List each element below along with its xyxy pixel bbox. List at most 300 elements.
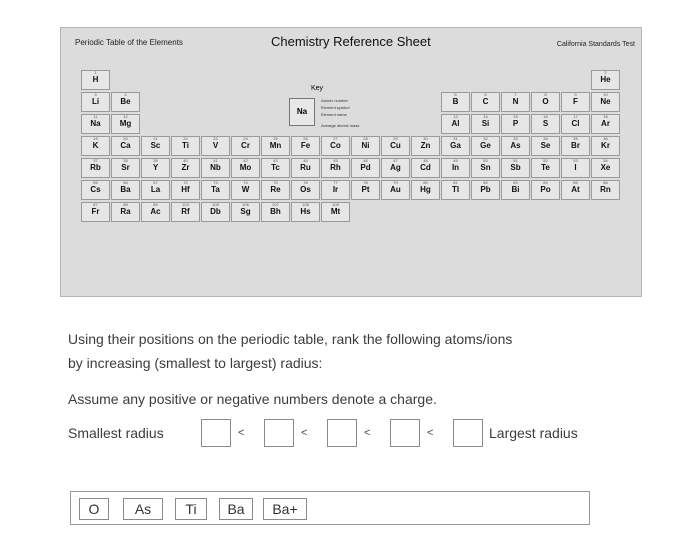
element-symbol: Hf <box>181 185 190 194</box>
element-number: 104 <box>182 202 189 207</box>
element-symbol: Co <box>330 141 341 150</box>
element-cell <box>411 136 440 156</box>
element-name-smudge <box>82 217 109 220</box>
element-cell <box>141 180 170 200</box>
element-cell <box>561 92 590 112</box>
element-name-smudge <box>112 195 139 198</box>
element-name-smudge <box>352 173 379 176</box>
element-cell <box>441 136 470 156</box>
element-number: 16 <box>543 114 548 119</box>
element-number: 25 <box>273 136 278 141</box>
element-name-smudge <box>562 129 589 132</box>
element-symbol: Ac <box>150 207 161 216</box>
element-name-smudge <box>202 173 229 176</box>
element-number: 34 <box>543 136 548 141</box>
element-cell <box>591 70 620 90</box>
element-symbol: Rf <box>181 207 190 216</box>
less-than-4: < <box>427 427 434 439</box>
key-label-atomic-number: Atomic number <box>321 98 348 103</box>
element-cell <box>81 114 110 134</box>
element-symbol: Fe <box>300 141 311 150</box>
element-name-smudge <box>562 195 589 198</box>
element-symbol: Xe <box>600 163 611 172</box>
element-symbol: Tc <box>271 163 280 172</box>
element-symbol: Fr <box>91 207 100 216</box>
element-number: 105 <box>212 202 219 207</box>
option-o[interactable]: O <box>79 498 109 520</box>
element-symbol: Tl <box>451 185 460 194</box>
element-symbol: Mg <box>119 119 132 128</box>
sheet-center-title: Chemistry Reference Sheet <box>271 34 431 49</box>
element-symbol: Sr <box>121 163 130 172</box>
element-symbol: Hg <box>420 185 431 194</box>
element-symbol: Cr <box>241 141 250 150</box>
element-cell <box>291 180 320 200</box>
element-symbol: Ni <box>361 141 370 150</box>
element-cell <box>231 158 260 178</box>
element-symbol: Ge <box>480 141 491 150</box>
element-number: 73 <box>213 180 218 185</box>
less-than-3: < <box>364 427 371 439</box>
element-name-smudge <box>172 217 199 220</box>
key-symbol: Na <box>296 107 308 116</box>
element-number: 38 <box>123 158 128 163</box>
element-symbol: Sg <box>240 207 251 216</box>
element-cell <box>111 92 140 112</box>
element-cell <box>531 136 560 156</box>
element-number: 52 <box>543 158 548 163</box>
element-name-smudge <box>262 217 289 220</box>
element-name-smudge <box>112 151 139 154</box>
element-cell <box>351 180 380 200</box>
element-cell <box>141 136 170 156</box>
element-cell <box>561 180 590 200</box>
element-name-smudge <box>112 173 139 176</box>
element-name-smudge <box>532 151 559 154</box>
element-symbol: Rb <box>90 163 101 172</box>
element-symbol: Cs <box>90 185 101 194</box>
element-symbol: Cu <box>390 141 401 150</box>
element-cell <box>201 158 230 178</box>
element-name-smudge <box>562 151 589 154</box>
element-symbol: Ag <box>390 163 401 172</box>
key-label-symbol: Element symbol <box>321 105 350 110</box>
element-number: 33 <box>513 136 518 141</box>
rank-slot-1[interactable] <box>201 419 231 447</box>
element-cell <box>501 136 530 156</box>
option-ba[interactable]: Ba <box>219 498 253 520</box>
element-name-smudge <box>412 151 439 154</box>
element-cell <box>561 136 590 156</box>
element-cell <box>441 114 470 134</box>
element-cell <box>321 136 350 156</box>
element-symbol: Bh <box>270 207 281 216</box>
element-cell <box>321 180 350 200</box>
element-symbol: O <box>542 97 549 106</box>
element-symbol: Sc <box>150 141 161 150</box>
element-symbol: V <box>212 141 219 150</box>
element-number: 14 <box>483 114 488 119</box>
element-symbol: Ar <box>601 119 610 128</box>
element-cell <box>81 158 110 178</box>
element-number: 18 <box>603 114 608 119</box>
element-name-smudge <box>322 151 349 154</box>
element-number: 1 <box>94 70 97 75</box>
element-name-smudge <box>382 195 409 198</box>
element-cell <box>471 114 500 134</box>
element-symbol: K <box>92 141 99 150</box>
element-number: 30 <box>423 136 428 141</box>
element-cell <box>81 92 110 112</box>
element-cell <box>531 158 560 178</box>
element-symbol: Ir <box>332 185 339 194</box>
element-symbol: I <box>574 163 577 172</box>
element-name-smudge <box>82 129 109 132</box>
element-name-smudge <box>502 151 529 154</box>
element-cell <box>501 180 530 200</box>
element-number: 84 <box>543 180 548 185</box>
element-number: 57 <box>153 180 158 185</box>
element-cell <box>111 180 140 200</box>
element-symbol: Ra <box>120 207 131 216</box>
element-number: 24 <box>243 136 248 141</box>
question-line-3: Assume any positive or negative numbers denote a charge. <box>68 391 437 407</box>
element-number: 75 <box>273 180 278 185</box>
element-name-smudge <box>112 107 139 110</box>
element-cell <box>501 92 530 112</box>
element-symbol: Ta <box>211 185 220 194</box>
element-cell <box>261 180 290 200</box>
element-symbol: Pd <box>360 163 371 172</box>
element-cell <box>591 92 620 112</box>
element-cell <box>81 180 110 200</box>
element-number: 20 <box>123 136 128 141</box>
element-number: 81 <box>453 180 458 185</box>
element-number: 3 <box>94 92 97 97</box>
element-symbol: C <box>482 97 489 106</box>
element-cell <box>591 158 620 178</box>
element-symbol: Ba <box>120 185 131 194</box>
largest-radius-label: Largest radius <box>489 425 578 441</box>
element-name-smudge <box>142 217 169 220</box>
element-cell <box>591 114 620 134</box>
element-name-smudge <box>352 151 379 154</box>
element-symbol: As <box>510 141 521 150</box>
element-name-smudge <box>82 173 109 176</box>
element-number: 89 <box>153 202 158 207</box>
element-cell <box>291 158 320 178</box>
element-cell <box>441 158 470 178</box>
sheet-right-title: California Standards Test <box>556 41 635 48</box>
element-symbol: Bi <box>511 185 520 194</box>
element-cell <box>81 136 110 156</box>
element-symbol: Po <box>540 185 551 194</box>
element-symbol: Te <box>541 163 550 172</box>
element-cell <box>411 158 440 178</box>
element-number: 7 <box>514 92 517 97</box>
element-name-smudge <box>292 195 319 198</box>
element-number: 51 <box>513 158 518 163</box>
element-cell <box>261 158 290 178</box>
element-name-smudge <box>502 129 529 132</box>
element-name-smudge <box>442 107 469 110</box>
element-number: 6 <box>484 92 487 97</box>
element-name-smudge <box>232 195 259 198</box>
element-name-smudge <box>382 173 409 176</box>
element-name-smudge <box>412 195 439 198</box>
less-than-1: < <box>238 427 245 439</box>
element-cell <box>351 158 380 178</box>
element-number: 77 <box>333 180 338 185</box>
element-name-smudge <box>592 129 619 132</box>
element-number: 39 <box>153 158 158 163</box>
element-name-smudge <box>292 217 319 220</box>
element-number: 37 <box>93 158 98 163</box>
element-number: 35 <box>573 136 578 141</box>
element-cell <box>441 180 470 200</box>
element-name-smudge <box>472 129 499 132</box>
element-number: 44 <box>303 158 308 163</box>
element-cell <box>171 180 200 200</box>
element-number: 43 <box>273 158 278 163</box>
element-cell <box>381 136 410 156</box>
element-name-smudge <box>232 151 259 154</box>
element-cell <box>471 158 500 178</box>
element-number: 54 <box>603 158 608 163</box>
element-cell <box>321 158 350 178</box>
element-cell <box>411 180 440 200</box>
element-symbol: Nb <box>210 163 221 172</box>
element-number: 36 <box>603 136 608 141</box>
element-number: 22 <box>183 136 188 141</box>
element-symbol: N <box>512 97 519 106</box>
element-name-smudge <box>502 107 529 110</box>
element-number: 87 <box>93 202 98 207</box>
element-symbol: In <box>451 163 460 172</box>
option-ba-plus[interactable]: Ba+ <box>263 498 307 520</box>
element-number: 80 <box>423 180 428 185</box>
element-number: 48 <box>423 158 428 163</box>
sheet-left-title: Periodic Table of the Elements <box>75 38 183 47</box>
element-name-smudge <box>292 173 319 176</box>
element-name-smudge <box>142 151 169 154</box>
element-cell <box>261 202 290 222</box>
element-cell <box>111 158 140 178</box>
element-name-smudge <box>262 151 289 154</box>
reference-sheet-image <box>60 27 642 297</box>
element-number: 108 <box>302 202 309 207</box>
element-cell <box>81 202 110 222</box>
rank-slot-2[interactable] <box>264 419 294 447</box>
rank-slot-4[interactable] <box>390 419 420 447</box>
rank-slot-3[interactable] <box>327 419 357 447</box>
element-symbol: Zr <box>181 163 190 172</box>
element-symbol: Al <box>451 119 460 128</box>
element-symbol: Na <box>90 119 101 128</box>
element-cell <box>471 180 500 200</box>
element-symbol: La <box>150 185 161 194</box>
element-symbol: At <box>571 185 580 194</box>
element-cell <box>81 70 110 90</box>
element-number: 9 <box>574 92 577 97</box>
element-number: 15 <box>513 114 518 119</box>
key-label-mass: Average atomic mass <box>321 123 360 128</box>
element-number: 2 <box>604 70 607 75</box>
element-symbol: Mn <box>269 141 282 150</box>
element-number: 17 <box>573 114 578 119</box>
element-name-smudge <box>82 195 109 198</box>
element-name-smudge <box>112 217 139 220</box>
element-symbol: Pb <box>480 185 491 194</box>
element-number: 82 <box>483 180 488 185</box>
element-number: 31 <box>453 136 458 141</box>
element-number: 47 <box>393 158 398 163</box>
element-name-smudge <box>532 107 559 110</box>
element-cell <box>561 114 590 134</box>
element-number: 29 <box>393 136 398 141</box>
element-name-smudge <box>562 107 589 110</box>
rank-slot-5[interactable] <box>453 419 483 447</box>
element-number: 50 <box>483 158 488 163</box>
element-name-smudge <box>172 173 199 176</box>
element-name-smudge <box>592 151 619 154</box>
element-cell <box>531 92 560 112</box>
element-cell <box>291 136 320 156</box>
element-symbol: Br <box>571 141 580 150</box>
element-name-smudge <box>502 195 529 198</box>
element-name-smudge <box>592 195 619 198</box>
question-line-2: by increasing (smallest to largest) radius: <box>68 355 323 371</box>
element-symbol: Se <box>540 141 551 150</box>
element-number: 8 <box>544 92 547 97</box>
element-number: 19 <box>93 136 98 141</box>
element-symbol: Y <box>152 163 159 172</box>
element-name-smudge <box>322 217 349 220</box>
element-name-smudge <box>412 173 439 176</box>
element-cell <box>261 136 290 156</box>
element-name-smudge <box>142 195 169 198</box>
element-cell <box>171 136 200 156</box>
element-symbol: Mt <box>330 207 341 216</box>
element-name-smudge <box>532 173 559 176</box>
element-number: 11 <box>93 114 98 119</box>
element-cell <box>201 136 230 156</box>
element-symbol: Rn <box>600 185 611 194</box>
element-name-smudge <box>82 85 109 88</box>
element-name-smudge <box>202 195 229 198</box>
element-name-smudge <box>472 195 499 198</box>
element-name-smudge <box>262 195 289 198</box>
element-cell <box>501 114 530 134</box>
element-cell <box>171 158 200 178</box>
element-cell <box>321 202 350 222</box>
element-number: 42 <box>243 158 248 163</box>
element-cell <box>201 180 230 200</box>
element-name-smudge <box>532 195 559 198</box>
element-cell <box>501 158 530 178</box>
periodic-table <box>75 62 627 294</box>
element-symbol: Ru <box>300 163 311 172</box>
element-symbol: He <box>600 75 611 84</box>
element-symbol: Au <box>390 185 401 194</box>
element-name-smudge <box>172 195 199 198</box>
element-cell <box>531 180 560 200</box>
element-number: 40 <box>183 158 188 163</box>
element-number: 45 <box>333 158 338 163</box>
element-cell <box>111 202 140 222</box>
option-as[interactable]: As <box>123 498 163 520</box>
element-number: 72 <box>183 180 188 185</box>
element-cell <box>441 92 470 112</box>
element-symbol: B <box>452 97 459 106</box>
element-symbol: Cd <box>420 163 431 172</box>
element-number: 88 <box>123 202 128 207</box>
element-symbol: Sb <box>510 163 521 172</box>
element-number: 5 <box>454 92 457 97</box>
element-symbol: Mo <box>239 163 252 172</box>
answer-bank <box>70 491 590 525</box>
element-name-smudge <box>82 107 109 110</box>
element-number: 55 <box>93 180 98 185</box>
element-name-smudge <box>292 151 319 154</box>
element-name-smudge <box>472 151 499 154</box>
element-number: 107 <box>272 202 279 207</box>
element-cell <box>381 180 410 200</box>
element-number: 56 <box>123 180 128 185</box>
element-cell <box>231 136 260 156</box>
element-name-smudge <box>202 217 229 220</box>
element-name-smudge <box>442 151 469 154</box>
element-number: 27 <box>333 136 338 141</box>
element-number: 13 <box>453 114 458 119</box>
element-number: 106 <box>242 202 249 207</box>
element-number: 49 <box>453 158 458 163</box>
element-name-smudge <box>142 173 169 176</box>
element-number: 21 <box>153 136 158 141</box>
element-name-smudge <box>232 217 259 220</box>
element-symbol: Hs <box>300 207 311 216</box>
element-number: 74 <box>243 180 248 185</box>
element-name-smudge <box>442 129 469 132</box>
element-symbol: W <box>241 185 250 194</box>
element-number: 10 <box>603 92 608 97</box>
smallest-radius-label: Smallest radius <box>68 425 164 441</box>
element-cell <box>381 158 410 178</box>
element-number: 12 <box>123 114 128 119</box>
element-cell <box>231 180 260 200</box>
element-symbol: Ca <box>120 141 131 150</box>
element-number: 46 <box>363 158 368 163</box>
element-name-smudge <box>172 151 199 154</box>
element-number: 26 <box>303 136 308 141</box>
element-number: 85 <box>573 180 578 185</box>
element-name-smudge <box>592 85 619 88</box>
element-symbol: Rh <box>330 163 341 172</box>
element-cell <box>141 202 170 222</box>
element-number: 109 <box>332 202 339 207</box>
element-number: 23 <box>213 136 218 141</box>
element-symbol: Kr <box>601 141 610 150</box>
element-symbol: Zn <box>420 141 431 150</box>
element-symbol: Db <box>210 207 221 216</box>
element-symbol: Re <box>270 185 281 194</box>
element-name-smudge <box>322 173 349 176</box>
element-name-smudge <box>322 195 349 198</box>
element-number: 28 <box>363 136 368 141</box>
element-number: 41 <box>213 158 218 163</box>
element-cell <box>141 158 170 178</box>
option-ti[interactable]: Ti <box>175 498 207 520</box>
